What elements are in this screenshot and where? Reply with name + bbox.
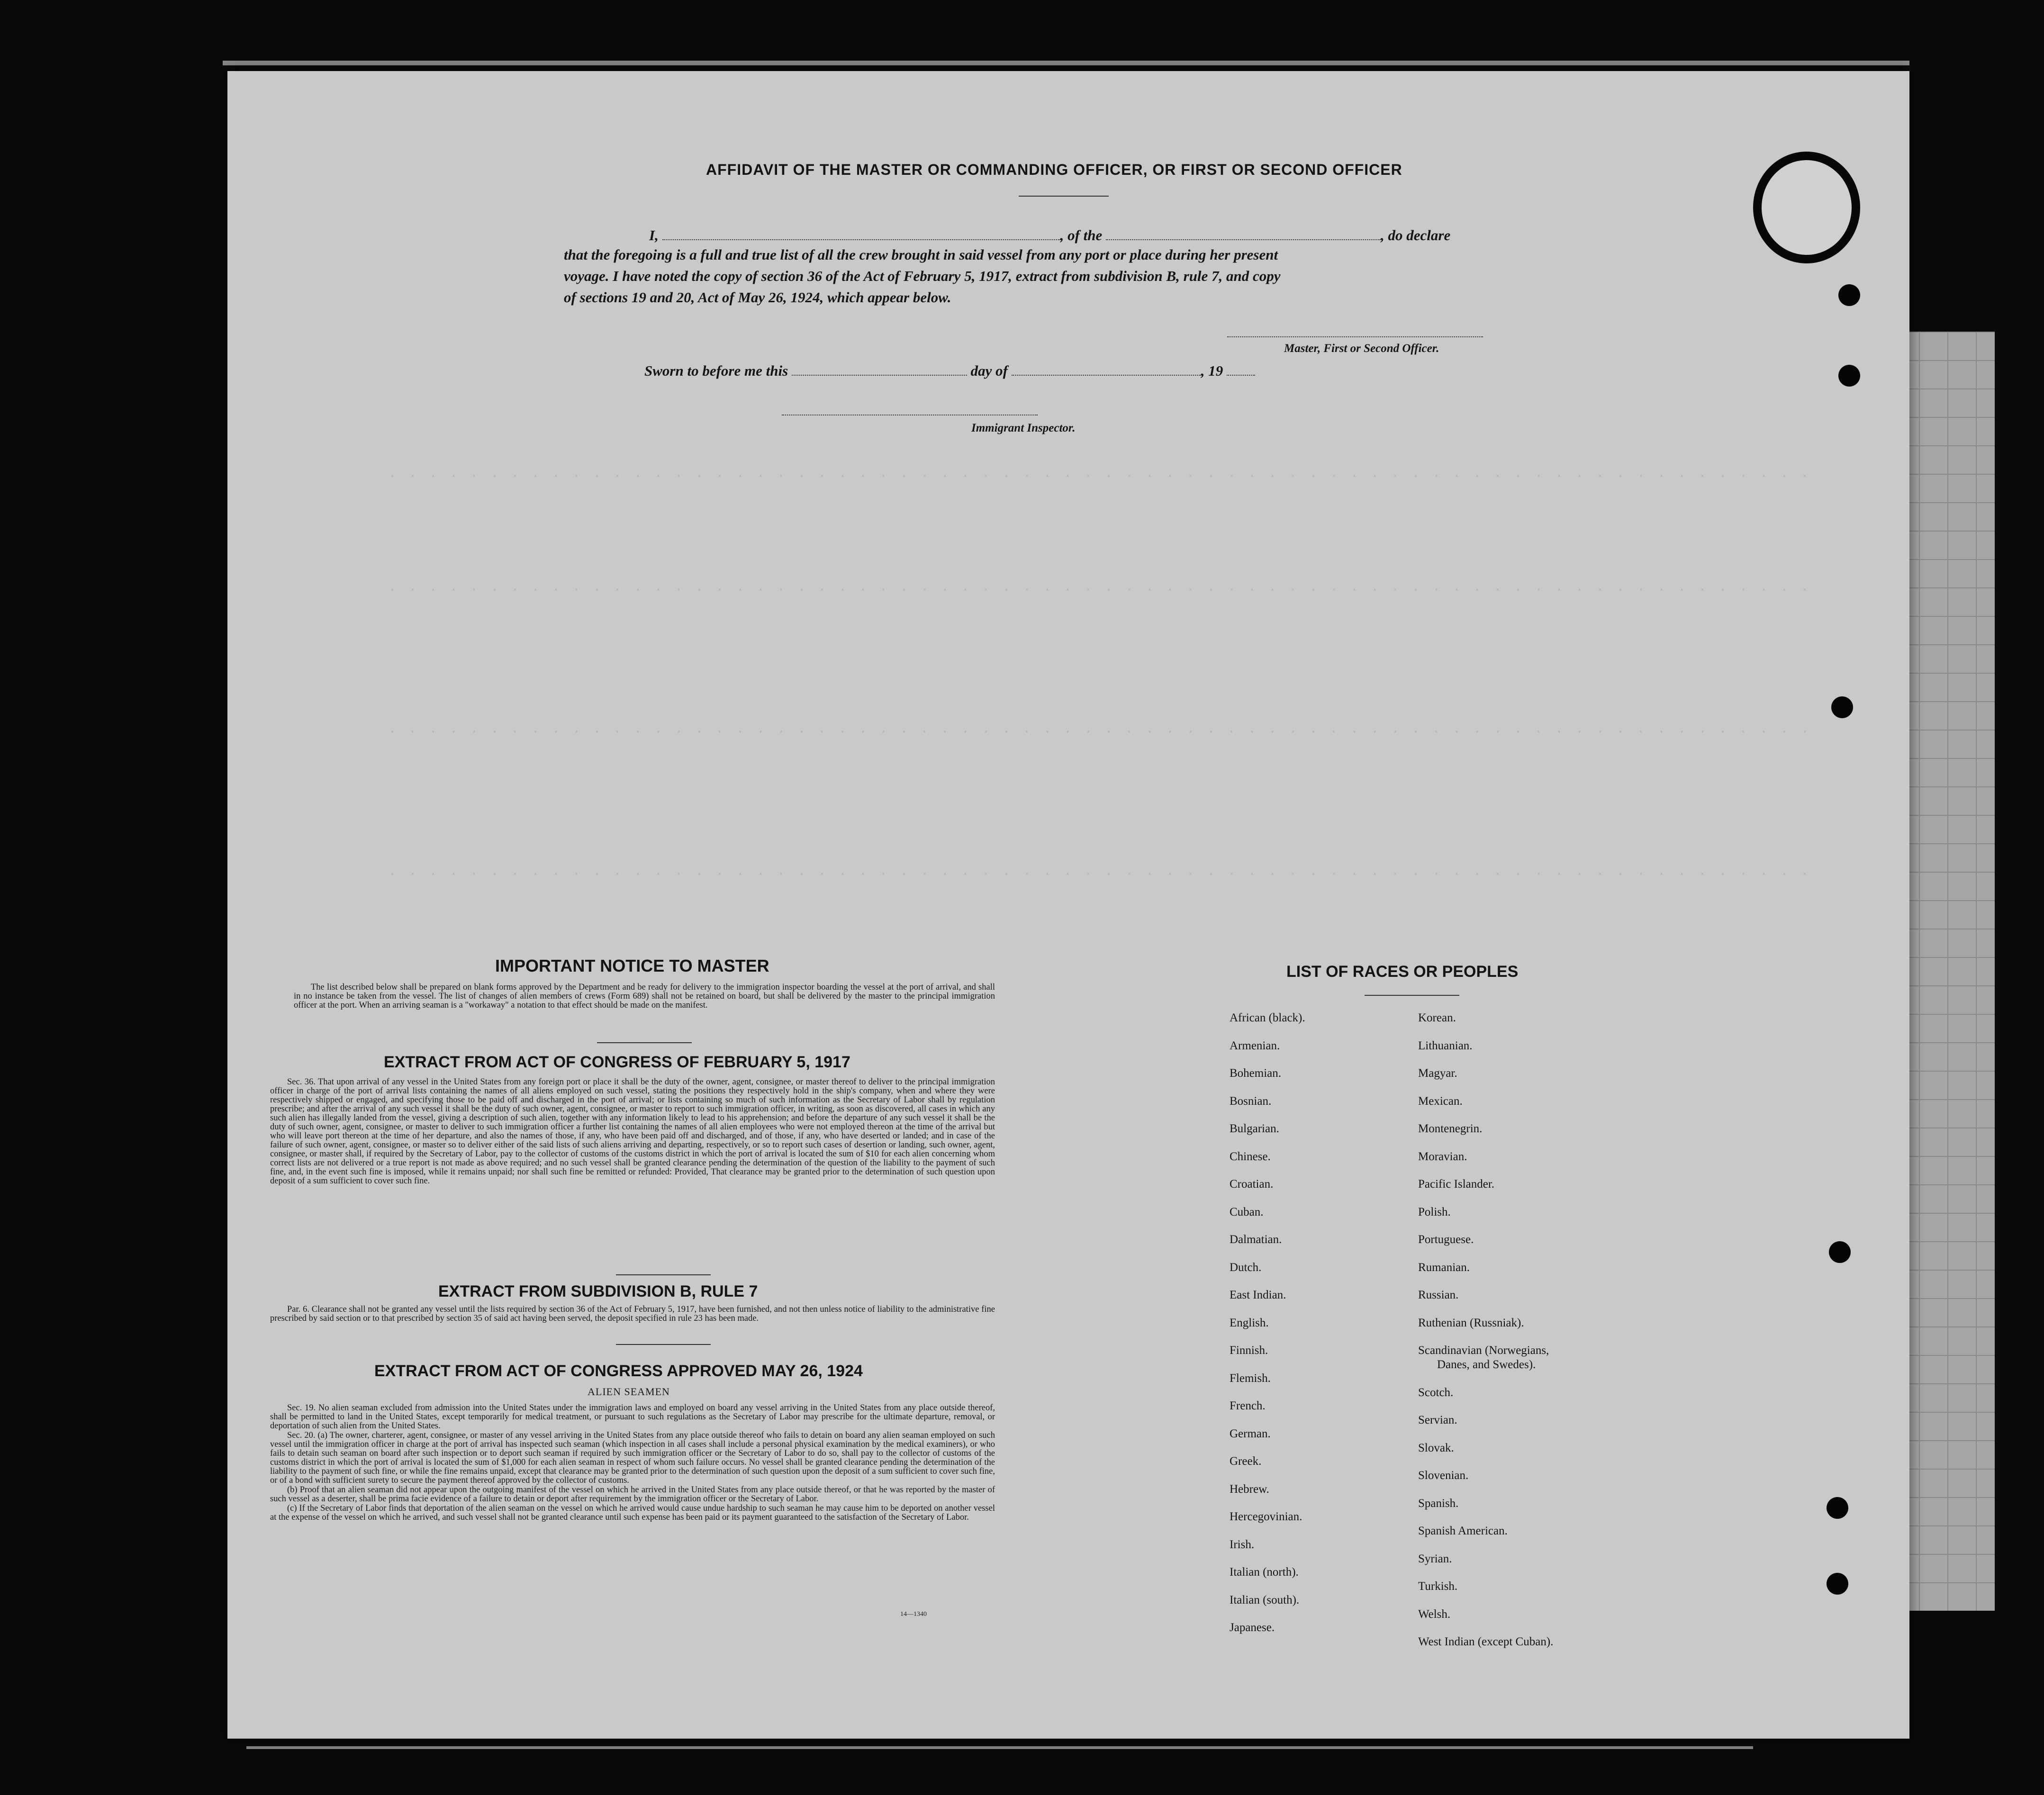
- race-item: Croatian.: [1230, 1178, 1274, 1191]
- race-item: Scotch.: [1418, 1386, 1454, 1399]
- affidavit-title: AFFIDAVIT OF THE MASTER OR COMMANDING OFFICER, OR FIRST OR SECOND OFFICER: [706, 161, 1402, 178]
- section-divider: [597, 1042, 692, 1043]
- race-item: Hercegovinian.: [1230, 1510, 1302, 1523]
- race-item: Rumanian.: [1418, 1261, 1470, 1274]
- race-item: Spanish.: [1418, 1497, 1459, 1510]
- bleed-through-text: · · · · · · · · · · · · · · · · · · · · · · · · · · · · · · · · · · · · · · · · · · · · · · · · · · · · · · · · · · · · · · · · · · · · · ·: [389, 583, 1811, 597]
- section-20c-paragraph: (c) If the Secretary of Labor finds that deportation of the alien seaman on the vessel on which he arrived would cause undue hardship to such seaman he may cause him to be deported on another vessel at the expense of the vessel on which he arrived, and such vessel shall not be granted clearance until such expense has been paid or its payment guaranteed to the satisfaction of the Secretary of Labor.: [270, 1504, 995, 1522]
- race-item: Lithuanian.: [1418, 1039, 1473, 1052]
- race-item: Syrian.: [1418, 1552, 1452, 1565]
- declaration-line-4: of sections 19 and 20, Act of May 26, 1924, which appear below.: [564, 289, 951, 306]
- race-item: Welsh.: [1418, 1607, 1451, 1621]
- race-item: East Indian.: [1230, 1289, 1286, 1301]
- race-item: Danes, and Swedes).: [1437, 1358, 1536, 1371]
- sworn-day-field[interactable]: [792, 361, 967, 376]
- race-item: West Indian (except Cuban).: [1418, 1635, 1554, 1648]
- race-item: Moravian.: [1418, 1150, 1467, 1163]
- master-signature-label: Master, First or Second Officer.: [1284, 342, 1439, 355]
- race-item: Bosnian.: [1230, 1094, 1272, 1108]
- race-item: English.: [1230, 1316, 1269, 1329]
- do-declare-label: , do declare: [1381, 227, 1451, 244]
- extract-rule7-text: [270, 1305, 995, 1324]
- race-item: Spanish American.: [1418, 1524, 1508, 1537]
- vessel-name-field[interactable]: [1106, 226, 1381, 240]
- declaration-line-2: that the foregoing is a full and true list of all the crew brought in said vessel from any port or place during her present: [564, 246, 1278, 263]
- title-underline: [1019, 196, 1109, 197]
- sworn-day-label: day of: [970, 362, 1008, 379]
- race-item: Greek.: [1230, 1455, 1262, 1468]
- sworn-year-field[interactable]: [1227, 361, 1255, 376]
- race-item: Armenian.: [1230, 1039, 1280, 1052]
- race-item: Bohemian.: [1230, 1067, 1282, 1080]
- section-divider: [616, 1274, 711, 1275]
- punch-hole: [1827, 1573, 1848, 1595]
- extract-1924-title: EXTRACT FROM ACT OF CONGRESS APPROVED MAY 26, 1924: [374, 1362, 863, 1380]
- declarant-prefix: I,: [649, 227, 659, 244]
- notice-paragraph: The list described below shall be prepared on blank forms approved by the Department and be ready for delivery to the immigration inspector boarding the vessel at the port of arrival, and shall in no instance be taken from the vessel. The list of changes of alien members of crews (Form 689) shall not be retained on board, but shall be delivered by the master to the principal immigration officer at the port. When an arriving seaman is a "workaway" a notation to that effect should be made on the manifest.: [294, 983, 995, 1010]
- race-item: Italian (north).: [1230, 1566, 1299, 1579]
- sworn-month-field[interactable]: [1012, 361, 1201, 376]
- sworn-prefix: Sworn to before me this: [644, 362, 788, 379]
- race-item: Russian.: [1418, 1289, 1459, 1301]
- inspector-signature-label: Immigrant Inspector.: [971, 422, 1076, 434]
- notice-text: [294, 983, 995, 1010]
- race-item: Chinese.: [1230, 1150, 1271, 1163]
- alien-seamen-subtitle: ALIEN SEAMEN: [588, 1386, 670, 1398]
- race-item: Montenegrin.: [1418, 1122, 1483, 1135]
- master-signature-line[interactable]: [1227, 336, 1483, 337]
- declaration-line-1: [649, 226, 1450, 244]
- sworn-line: [644, 361, 1255, 379]
- race-item: Mexican.: [1418, 1094, 1463, 1108]
- corner-stamp-seal: [1753, 152, 1860, 263]
- punch-hole: [1829, 1241, 1851, 1263]
- race-item: Turkish.: [1418, 1580, 1458, 1593]
- declarant-name-field[interactable]: [662, 226, 1060, 240]
- race-item: Ruthenian (Russniak).: [1418, 1316, 1524, 1329]
- race-item: Dutch.: [1230, 1261, 1262, 1274]
- of-the-label: , of the: [1060, 227, 1103, 244]
- punch-hole: [1838, 365, 1860, 387]
- bleed-through-text: · · · · · · · · · · · · · · · · · · · · · · · · · · · · · · · · · · · · · · · · · · · · · · · · · · · · · · · · · · · · · · · · · · · · · ·: [389, 867, 1811, 881]
- race-item: Irish.: [1230, 1538, 1255, 1551]
- race-item: Japanese.: [1230, 1621, 1275, 1634]
- extract-1917-text: [270, 1078, 995, 1186]
- race-item: Servian.: [1418, 1414, 1457, 1426]
- frame-bottom-rule: [246, 1746, 1753, 1749]
- race-item: Bulgarian.: [1230, 1122, 1279, 1135]
- race-item: Slovenian.: [1418, 1469, 1469, 1482]
- race-item: French.: [1230, 1399, 1266, 1412]
- race-item: Slovak.: [1418, 1441, 1454, 1454]
- races-title-underline: [1365, 995, 1459, 996]
- race-item: African (black).: [1230, 1011, 1305, 1024]
- sworn-year-label: , 19: [1201, 362, 1223, 379]
- race-item: Flemish.: [1230, 1371, 1271, 1385]
- races-list-title: LIST OF RACES OR PEOPLES: [1286, 963, 1519, 981]
- race-item: Pacific Islander.: [1418, 1178, 1495, 1191]
- section-20b-paragraph: (b) Proof that an alien seaman did not appear upon the outgoing manifest of the vessel on which he arrived in the United States from any place outside thereof, or that he was reported by the master of such vessel as a deserter, shall be prima facie evidence of a failure to detain or deport after requirement by the immigration officer or the Secretary of Labor.: [270, 1485, 995, 1504]
- bleed-through-text: · · · · · · · · · · · · · · · · · · · · · · · · · · · · · · · · · · · · · · · · · · · · · · · · · · · · · · · · · · · · · · · · · · · · · ·: [389, 725, 1811, 739]
- declaration-line-3: voyage. I have noted the copy of section 36 of the Act of February 5, 1917, extract from subdivision B, rule 7, and copy: [564, 268, 1281, 284]
- punch-hole: [1831, 696, 1853, 718]
- race-item: German.: [1230, 1427, 1271, 1440]
- punch-hole: [1838, 284, 1860, 306]
- section-20a-paragraph: Sec. 20. (a) The owner, charterer, agent, consignee, or master of any vessel arriving in the United States from any place outside thereof who fails to detain on board any alien seaman employed on such vessel until the immigration officer in charge at the port of arrival has inspected such seaman (which inspection in all cases shall include a personal physical examination by the medical examiners), or who fails to detain such seaman on board after such inspection or to deport such seaman if required by such immigration officer or the Secretary of Labor to do so, shall pay to the collector of customs of the customs district in which the port of arrival is located the sum of $1,000 for each alien seaman in respect of whom such failure occurs. No vessel shall be granted clearance pending the determination of the liability to the payment of such fine, or while the fine remains unpaid, except that clearance may be granted prior to the determination of such question upon the deposit of a sum sufficient to cover such fine, or of a bond with sufficient surety to secure the payment thereof approved by the collector of customs.: [270, 1431, 995, 1485]
- race-item: Portuguese.: [1418, 1233, 1474, 1246]
- extract-1924-text: [270, 1404, 995, 1523]
- race-item: Magyar.: [1418, 1067, 1457, 1080]
- race-item: Scandinavian (Norwegians,: [1418, 1344, 1549, 1357]
- paragraph-6: Par. 6. Clearance shall not be granted any vessel until the lists required by section 36 of the Act of February 5, 1917, have been furnished, and not then unless notice of liability to the administrative fine prescribed by said section or to that prescribed by section 35 of said act having been served, the deposit specified in rule 23 has been made.: [270, 1305, 995, 1323]
- race-item: Cuban.: [1230, 1205, 1264, 1218]
- extract-1917-title: EXTRACT FROM ACT OF CONGRESS OF FEBRUARY 5, 1917: [384, 1053, 850, 1071]
- race-item: Italian (south).: [1230, 1593, 1300, 1606]
- section-19-paragraph: Sec. 19. No alien seaman excluded from admission into the United States under the immigration laws and employed on board any vessel arriving in the United States from any place outside thereof, shall be permitted to land in the United States, except temporarily for medical treatment, or pursuant to such regulations as the Secretary of Labor may prescribe for the ultimate departure, removal, or deportation of such alien from the United States.: [270, 1403, 995, 1431]
- extract-rule7-title: EXTRACT FROM SUBDIVISION B, RULE 7: [438, 1282, 758, 1300]
- punch-hole: [1827, 1497, 1848, 1519]
- race-item: Hebrew.: [1230, 1482, 1269, 1496]
- frame-top-rule: [223, 61, 1909, 65]
- race-item: Finnish.: [1230, 1344, 1268, 1357]
- bleed-through-text: · · · · · · · · · · · · · · · · · · · · · · · · · · · · · · · · · · · · · · · · · · · · · · · · · · · · · · · · · · · · · · · · · · · · · ·: [389, 469, 1811, 483]
- form-print-code: 14—1340: [900, 1611, 927, 1618]
- race-item: Korean.: [1418, 1011, 1456, 1024]
- race-item: Polish.: [1418, 1205, 1451, 1218]
- race-item: Dalmatian.: [1230, 1233, 1282, 1246]
- section-divider: [616, 1344, 711, 1345]
- section-36-paragraph: Sec. 36. That upon arrival of any vessel in the United States from any foreign port or place it shall be the duty of the owner, agent, consignee, or master thereof to deliver to the principal immigration officer in charge of the port of arrival lists containing the names of all aliens employed on such vessel, stating the positions they respectively hold in the ship's company, when and where they were respectively shipped or engaged, and specifying those to be paid off and discharged in the port of arrival; or lists containing so much of such information as the Secretary of Labor shall by regulation prescribe; and after the arrival of any such vessel it shall be the duty of such owner, agent, consignee, or master to report to such immigration officer, in writing, as soon as discovered, all cases in which any such alien has illegally landed from the vessel, giving a description of such alien, together with any information likely to lead to his apprehension; and before the departure of any such vessel it shall be the duty of such owner, agent, consignee, or master to deliver to such immigration officer a further list containing the names of all alien employees who were not employed thereon at the time of the arrival but who will leave port thereon at the time of her departure, and also the names of those, if any, who have been paid off and discharged, and of those, if any, who have deserted or landed; and in case of the failure of such owner, agent, consignee, or master so to deliver either of the said lists of such aliens arriving and departing, respectively, or so to report such cases of desertion or landing, such owner, agent, consignee, or master shall, if required by the Secretary of Labor, pay to the collector of customs of the customs district in which the port of arrival is located the sum of $10 for each alien concerning whom correct lists are not delivered or a true report is not made as above required; and no such vessel shall be granted clearance pending the determination of the question of the liability to the payment of such fine, and, in the event such fine is imposed, while it remains unpaid; nor shall such fine be remitted or refunded: Provided, That clearance may be granted prior to the determination of such question upon deposit of a sum sufficient to cover such fine.: [270, 1077, 995, 1186]
- notice-title: IMPORTANT NOTICE TO MASTER: [495, 956, 769, 975]
